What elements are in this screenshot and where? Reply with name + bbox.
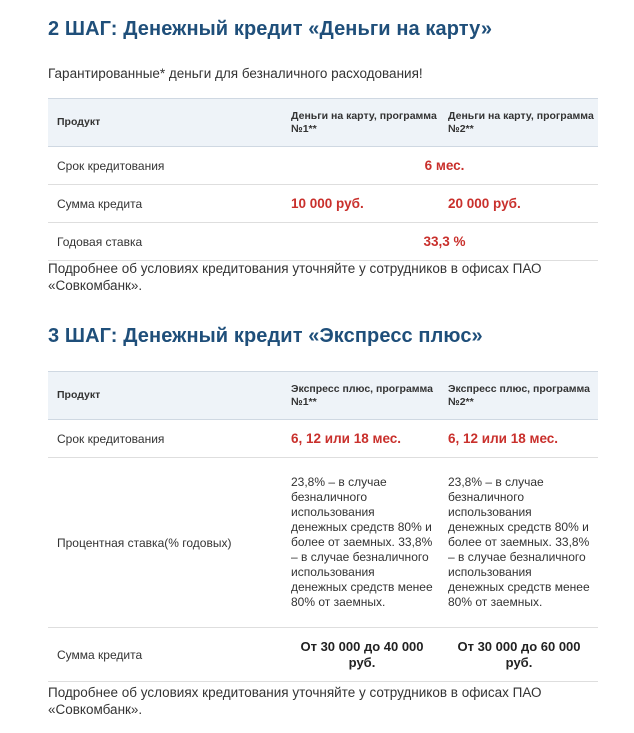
table-row-amount: [48, 628, 598, 682]
term-value-2: 6, 12 или 18 мес.: [448, 420, 598, 458]
term-value-1: 6, 12 или 18 мес.: [291, 420, 448, 458]
row-label: Срок кредитования: [48, 147, 291, 185]
header-product: Продукт: [48, 99, 291, 147]
step2-table: [48, 98, 598, 261]
step3-table: [48, 371, 598, 682]
table-header-row: [48, 372, 598, 420]
step3-note: Подробнее об условиях кредитования уточняйте у сотрудников в офисах ПАО «Совкомбанк».: [48, 685, 542, 717]
rate-value: 33,3 %: [291, 223, 598, 261]
table-row-term: [48, 420, 598, 458]
row-label: Годовая ставка: [48, 223, 291, 261]
table-row-amount: [48, 185, 598, 223]
rate-value-2: [448, 458, 598, 628]
table-row-rate: [48, 223, 598, 261]
rate-value-1: [291, 458, 448, 628]
amount-text: От 30 000 до 40 000 руб.: [300, 638, 424, 670]
row-label: Сумма кредита: [48, 628, 291, 682]
row-label: Процентная ставка(% годовых): [48, 458, 291, 628]
header-product: Продукт: [48, 372, 291, 420]
term-value: 6 мес.: [291, 147, 598, 185]
table-header-row: [48, 99, 598, 147]
header-program-2: Экспресс плюс, программа №2**: [448, 372, 598, 420]
rate-text: 23,8% – в случае безналичного использования денежных средств 80% и более от заемных. 33,8% – в случае безналичного использования денежных средств менее 80% от заемных.: [291, 475, 433, 609]
amount-value-2: [448, 628, 598, 682]
step2-intro: Гарантированные* деньги для безналичного расходования!: [48, 66, 423, 81]
amount-text: От 30 000 до 60 000 руб.: [457, 638, 581, 670]
amount-value-2: 20 000 руб.: [448, 185, 598, 223]
table-row-term: [48, 147, 598, 185]
step2-title: 2 ШАГ: Денежный кредит «Деньги на карту»: [48, 18, 493, 40]
table-row-rate: [48, 458, 598, 628]
header-program-1: Деньги на карту, программа №1**: [291, 99, 448, 147]
step2-note: Подробнее об условиях кредитования уточняйте у сотрудников в офисах ПАО «Совкомбанк».: [48, 261, 542, 293]
amount-value-1: [291, 628, 448, 682]
header-program-2: Деньги на карту, программа №2**: [448, 99, 598, 147]
header-program-1: Экспресс плюс, программа №1**: [291, 372, 448, 420]
amount-value-1: 10 000 руб.: [291, 185, 448, 223]
step3-title: 3 ШАГ: Денежный кредит «Экспресс плюс»: [48, 325, 483, 347]
row-label: Срок кредитования: [48, 420, 291, 458]
row-label: Сумма кредита: [48, 185, 291, 223]
rate-text: 23,8% – в случае безналичного использования денежных средств 80% и более от заемных. 33,8% – в случае безналичного использования денежных средств менее 80% от заемных.: [448, 475, 590, 609]
